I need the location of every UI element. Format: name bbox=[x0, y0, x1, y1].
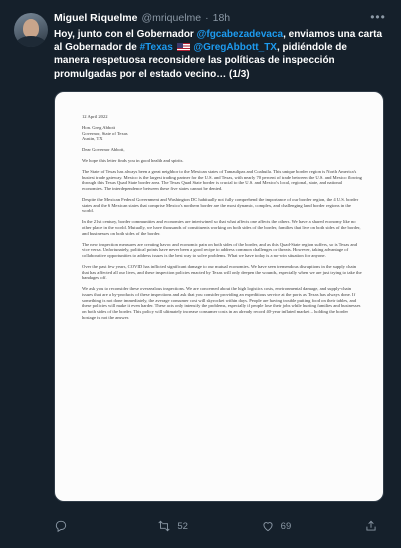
hashtag-link[interactable]: #Texas bbox=[139, 42, 173, 54]
letter-paragraph: Over the past few years, COVID has inflicted significant damage to our mutual economies. We have seen tremendous disruptions in the supply chain that has affected all our lives, and these inspection policies enacted by Texas will only deepen the wounds, especially when we are just trying to take the bandages off. bbox=[82, 263, 362, 281]
letter-paragraph: The new inspection measures are creating havoc and economic pain on both sides of the border, and as this Quad-State region suffers, so is Texas and vice versa. Unfortunately, political points have never been a good recipe to address common challenges or threats. However, taking advantage of collaborative opportunities to address issues is the best way to solve problems. What we have today is a no-win situation for anyone. bbox=[82, 241, 357, 258]
like-count: 69 bbox=[280, 520, 292, 532]
mention-link[interactable]: @fgcabezadevaca bbox=[196, 29, 284, 40]
tweet-header bbox=[54, 12, 230, 28]
letter-paragraph: Despite the Mexican Federal Government and Washington DC habitually not fully comprehend the importance of our border region, the 4 U.S. border states and the 6 Mexican states that comprise Mexico's northern border are the most dynamic, complex, and challenging land border regions in the world. bbox=[82, 196, 359, 214]
recipient-line: Governor, State of Texas bbox=[82, 130, 128, 136]
letter-paragraph: We hope this letter finds you in good health and spirits. bbox=[82, 158, 184, 164]
avatar[interactable] bbox=[14, 13, 48, 47]
like-button[interactable] bbox=[261, 519, 339, 533]
letter-recipient bbox=[82, 125, 362, 142]
retweet-count: 52 bbox=[177, 520, 188, 532]
letter-document bbox=[82, 114, 362, 326]
attached-letter-image[interactable] bbox=[54, 91, 384, 502]
mention-link[interactable]: @GregAbbott_TX bbox=[193, 42, 277, 54]
letter-paragraph: In the 21st century, border communities and economies are intertwined so that what affects one affects the others. We have a shared economy like no other place in the world. Mutually, we have thousands of constituents working on both sides of the border, families that live on both sides of the border, and businesses on both sides of the border. bbox=[82, 219, 361, 236]
recipient-line: Hon. Greg Abbott bbox=[82, 124, 116, 130]
reply-icon bbox=[54, 519, 68, 533]
letter-salutation: Dear Governor Abbott, bbox=[82, 147, 125, 153]
separator-dot: · bbox=[205, 12, 209, 24]
retweet-icon bbox=[157, 519, 171, 533]
tweet-text bbox=[54, 28, 384, 81]
reply-button[interactable] bbox=[54, 519, 132, 533]
author-name[interactable]: Miguel Riquelme bbox=[54, 12, 138, 24]
share-button[interactable] bbox=[364, 519, 384, 533]
heart-icon bbox=[261, 519, 275, 533]
tweet-time[interactable]: 18h bbox=[212, 12, 231, 24]
share-icon bbox=[364, 519, 378, 533]
tweet-text-part: Hoy, junto con el Gobernador bbox=[54, 29, 197, 40]
author-handle[interactable]: @mriquelme bbox=[141, 12, 202, 24]
avatar-shoulders bbox=[16, 36, 46, 47]
recipient-line: Austin, TX bbox=[82, 136, 103, 142]
letter-paragraph: The State of Texas has always been a great neighbor to the Mexican states of Tamaulipas and Coahuila. This unique border region is North America's busiest trade gateway. Mexico is the largest trading partner for the U.S. and Texas, with nearly 70 percent of trade between the U.S. and Mexico flowing through this Texas Quad State border area. The Texas Quad State border is crucial to the U.S. and Mexico's local, regional, state, and national economies. The interdependence between these five states cannot be denied. bbox=[82, 168, 362, 192]
letter-date: 12 April 2022 bbox=[82, 114, 108, 119]
letter-paragraph: We ask you to reconsider these overzealous inspections. We are concerned about the high logistics costs, environmental damage, and supply-chain issues that are a by-products of these inspections and ask that you consider providing an expeditious service at the ports as Texas has always done. If something is not done immediately, the average consumer cost will skyrocket within days. People are having trouble putting food on their tables, and these policies will make it even harder. These acts only intensify the problems, especially if people lose their jobs while hurting families and businesses on both sides of the border. This policy will ultimately increase consumer costs in an already record 40-year inflated market – holding the border hostage is not the answer. bbox=[82, 286, 361, 320]
more-options-icon[interactable]: ••• bbox=[370, 10, 386, 24]
retweet-button[interactable] bbox=[157, 519, 235, 533]
tweet-text-part: , enviamos una carta al Gobernador de bbox=[54, 29, 383, 54]
tweet-text-part: , pidiéndole de manera respetuosa reconsidere las políticas de inspección promulgadas por el estado vecino… (1/3) bbox=[54, 42, 347, 80]
us-flag-icon bbox=[177, 43, 190, 51]
tweet-actions bbox=[54, 518, 384, 534]
